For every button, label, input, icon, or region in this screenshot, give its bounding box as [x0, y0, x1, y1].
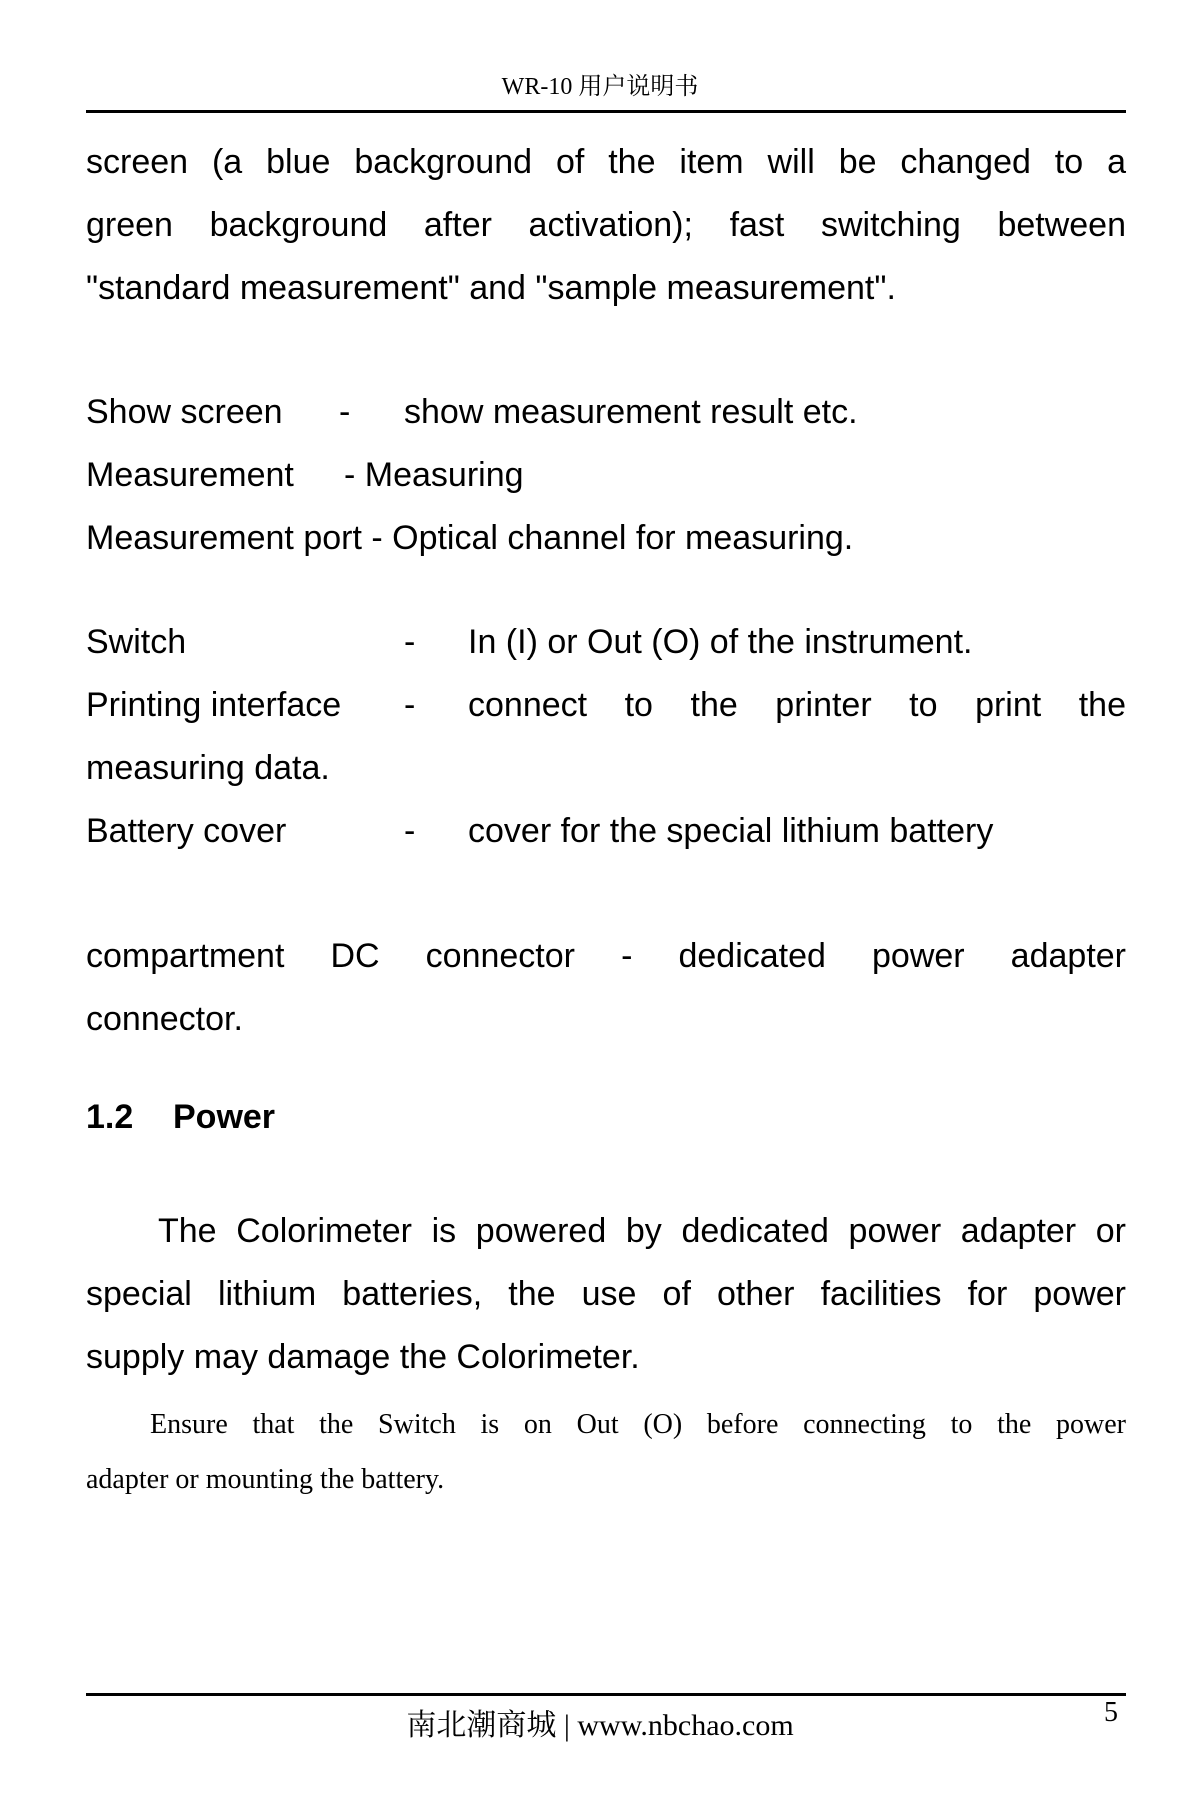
text-line: special lithium batteries, the use of other facilities for power [86, 1275, 1126, 1313]
section-number: 1.2 [86, 1098, 134, 1136]
separator: - Measuring [344, 456, 524, 494]
separator: - [404, 686, 416, 724]
term: Battery cover [86, 812, 287, 850]
description: show measurement result etc. [404, 393, 858, 431]
definition-battery-cover [86, 800, 1126, 863]
text-line: The Colorimeter is powered by dedicated power adapter or [158, 1212, 1126, 1250]
compartment-paragraph [86, 925, 1126, 1051]
footer-text: 南北潮商城 | www.nbchao.com [406, 1709, 794, 1742]
header-rule [86, 110, 1126, 113]
page-number: 5 [1104, 1697, 1118, 1728]
term: Measurement [86, 456, 294, 494]
definition-measurement [86, 444, 1126, 507]
text-line: green background after activation); fast switching between [86, 206, 1126, 244]
text-line: adapter or mounting the battery. [86, 1464, 445, 1495]
text-line: "standard measurement" and "sample measurement". [86, 269, 896, 307]
section-title: Power [173, 1098, 276, 1136]
text-line: supply may damage the Colorimeter. [86, 1338, 640, 1376]
page-header-title: WR-10 用户说明书 [501, 74, 699, 100]
note-paragraph [86, 1397, 1126, 1507]
term: Measurement port - Optical channel for measuring. [86, 519, 854, 557]
power-paragraph [86, 1200, 1126, 1389]
text-line: compartment DC connector - dedicated power adapter [86, 937, 1126, 975]
term: Show screen [86, 393, 283, 431]
definition-switch [86, 611, 1126, 674]
term: Printing interface [86, 686, 342, 724]
definition-show-screen [86, 381, 1126, 444]
intro-paragraph [86, 131, 1126, 320]
description: In (I) or Out (O) of the instrument. [468, 623, 973, 661]
section-heading [86, 1098, 275, 1137]
term: measuring data. [86, 749, 330, 787]
description: connect to the printer to print the [468, 686, 1126, 724]
definition-measurement-port [86, 507, 1126, 570]
text-line: screen (a blue background of the item will be changed to a [86, 143, 1126, 181]
text-line: Ensure that the Switch is on Out (O) before connecting to the power [150, 1409, 1126, 1440]
separator: - [404, 623, 416, 661]
definition-continuation [86, 737, 1126, 800]
separator: - [404, 812, 416, 850]
footer-rule [86, 1693, 1126, 1696]
description: cover for the special lithium battery [468, 812, 994, 850]
definition-printing-interface [86, 674, 1126, 737]
text-line: connector. [86, 1000, 243, 1038]
separator: - [339, 393, 351, 431]
term: Switch [86, 623, 187, 661]
